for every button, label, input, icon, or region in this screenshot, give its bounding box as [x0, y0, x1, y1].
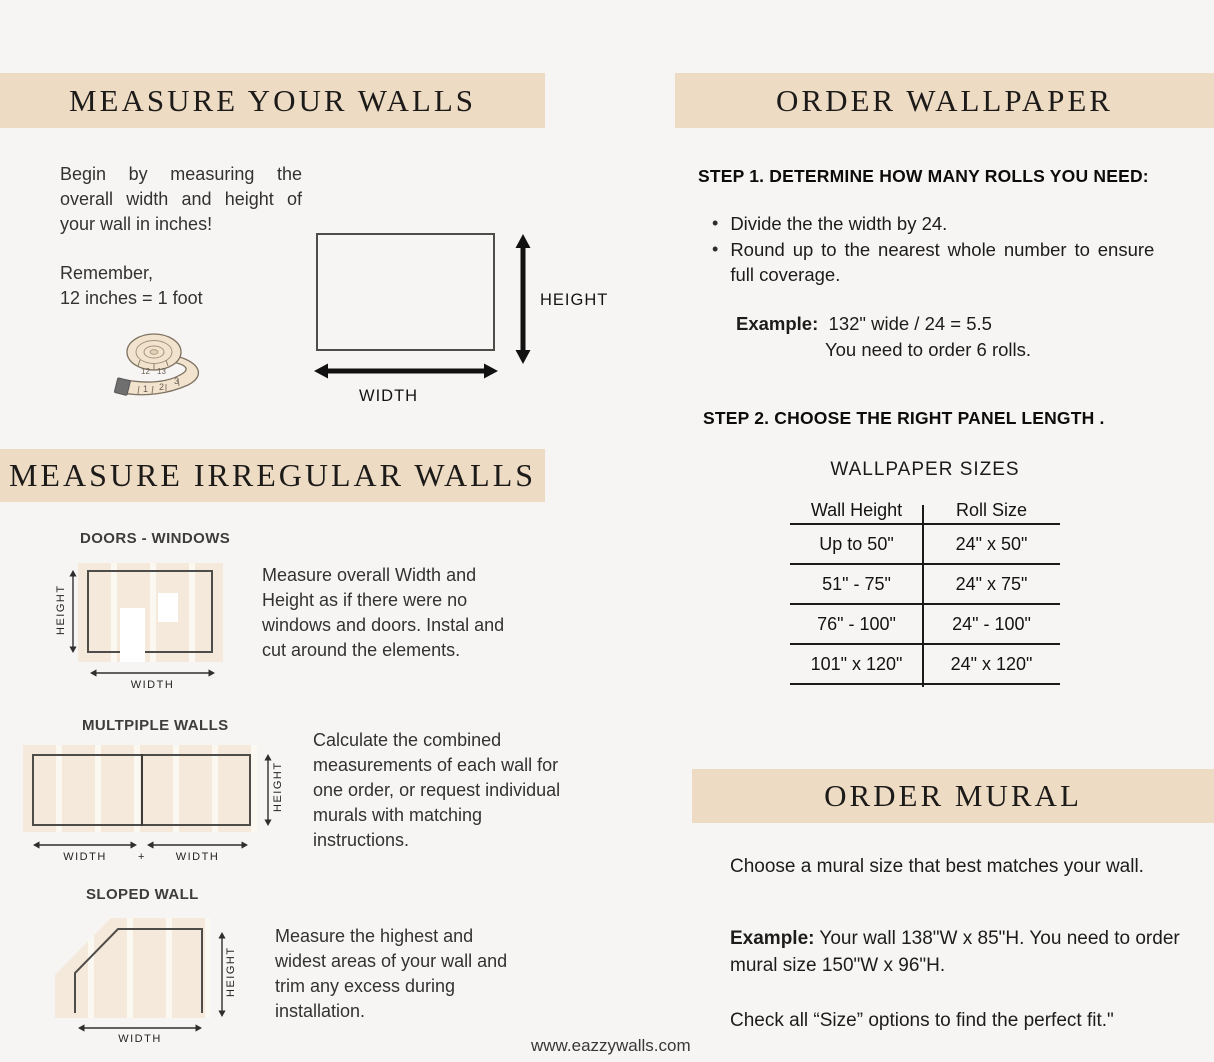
width-arrow-thin: [90, 668, 215, 678]
wallpaper-sizes-table: [790, 497, 1060, 685]
multiple-walls-text: Calculate the combined measurements of each wall for one order, or request individual murals with matching instructions.: [313, 730, 561, 850]
height-arrow: [515, 234, 531, 364]
width-arrow-thin: [78, 1023, 202, 1033]
table-cell: 101" x 120": [810, 653, 903, 674]
step2-heading: STEP 2. CHOOSE THE RIGHT PANEL LENGTH .: [703, 408, 1105, 428]
width-arrow-thin-right: [147, 840, 248, 850]
order-mural-intro: Choose a mural size that best matches your wall.: [730, 856, 1144, 877]
bullet-text: Divide the the width by 24.: [730, 213, 948, 234]
table-cell: 24" x 50": [955, 533, 1028, 554]
wall-diagram-rectangle: [316, 233, 495, 351]
sloped-wall-text: Measure the highest and widest areas of your wall and trim any excess during installation.: [275, 926, 508, 1021]
measure-walls-intro: Begin by measuring the overall width and height of your wall in inches!: [60, 164, 302, 234]
order-mural-example: [730, 925, 1214, 979]
width-label-right: WIDTH: [175, 851, 220, 863]
section-title-measure-walls: MEASURE YOUR WALLS: [0, 73, 545, 128]
multiple-walls-label: MULTPIPLE WALLS: [82, 717, 229, 734]
door-shape: [120, 608, 145, 662]
step1-example: [736, 311, 1176, 363]
example-text: Your wall 138"W x 85"H. You need to order mural size 150"W x 96"H.: [730, 928, 1180, 976]
column-header: Roll Size: [955, 499, 1028, 520]
example-label: Example:: [730, 928, 815, 949]
example-line1: [736, 311, 1176, 337]
width-label: WIDTH: [359, 387, 419, 405]
section-title-irregular-walls: MEASURE IRREGULAR WALLS: [0, 449, 545, 502]
height-label: HEIGHT: [540, 291, 609, 309]
wall-divider: [141, 754, 143, 826]
doors-windows-text: Measure overall Width and Height as if there were no windows and doors. Instal and cut around the elements.: [262, 565, 505, 660]
svg-text:12: 12: [141, 367, 150, 376]
width-label-small: WIDTH: [130, 679, 175, 691]
width-label-small: WIDTH: [118, 1033, 162, 1045]
section-title-order-wallpaper: ORDER WALLPAPER: [675, 73, 1214, 128]
table-header-row: [790, 497, 1060, 523]
wall-outline: [87, 570, 213, 653]
table-cell: 24" x 120": [950, 653, 1033, 674]
order-mural-note: Check all “Size” options to find the perfect fit.": [730, 1010, 1114, 1031]
width-arrow-thin-left: [33, 840, 137, 850]
example-label: Example:: [736, 313, 819, 334]
height-label-small: HEIGHT: [225, 946, 237, 997]
table-cell: 24" x 75": [955, 573, 1028, 594]
bullet-item: [712, 237, 1157, 288]
width-arrow: [314, 363, 498, 379]
sloped-wall-label: SLOPED WALL: [86, 886, 199, 903]
table-row: [790, 523, 1060, 563]
table-cell: 51" - 75": [822, 573, 891, 594]
example-line2: You need to order 6 rolls.: [825, 339, 1032, 360]
bullet-text: Round up to the nearest whole number to ensure full coverage.: [730, 238, 1155, 285]
wallpaper-sizes-title: WALLPAPER SIZES: [830, 459, 1020, 480]
svg-text:3: 3: [174, 376, 180, 386]
svg-text:2: 2: [159, 382, 165, 392]
table-row: [790, 563, 1060, 603]
column-header: Wall Height: [810, 499, 903, 520]
window-shape: [158, 593, 178, 622]
table-vertical-divider: [922, 505, 924, 687]
remember-line1: Remember,: [60, 263, 154, 283]
bullet-item: [712, 211, 1157, 237]
bullet-marker: •: [712, 213, 719, 233]
svg-text:1: 1: [143, 384, 149, 394]
example-value: 132" wide / 24 = 5.5: [828, 313, 992, 334]
remember-line2: 12 inches = 1 foot: [60, 288, 203, 308]
section-title-order-mural: ORDER MURAL: [692, 769, 1214, 823]
measuring-tape-icon: [108, 322, 236, 408]
doors-windows-label: DOORS - WINDOWS: [80, 530, 231, 547]
table-cell: 76" - 100": [817, 613, 896, 634]
table-row: [790, 603, 1060, 643]
multiple-walls-diagram: [18, 740, 313, 865]
height-arrow-thin: [68, 570, 78, 653]
doors-windows-diagram: [55, 560, 285, 690]
svg-text:13: 13: [157, 367, 166, 376]
wall-outline: [55, 915, 215, 1025]
table-cell: Up to 50": [819, 533, 894, 554]
bullet-marker: •: [712, 238, 719, 259]
website-url: www.eazzywalls.com: [531, 1036, 691, 1055]
height-label-small: HEIGHT: [272, 761, 284, 812]
sloped-wall-diagram: [55, 915, 265, 1050]
remember-note: [60, 261, 290, 311]
step1-bullets: [712, 211, 1157, 288]
table-cell: 24" - 100": [952, 613, 1031, 634]
width-label-left: WIDTH: [63, 851, 107, 863]
step1-heading: STEP 1. DETERMINE HOW MANY ROLLS YOU NEED:: [698, 166, 1149, 186]
height-label-small: HEIGHT: [55, 584, 67, 635]
table-row: [790, 643, 1060, 683]
plus-sign: +: [138, 851, 146, 863]
